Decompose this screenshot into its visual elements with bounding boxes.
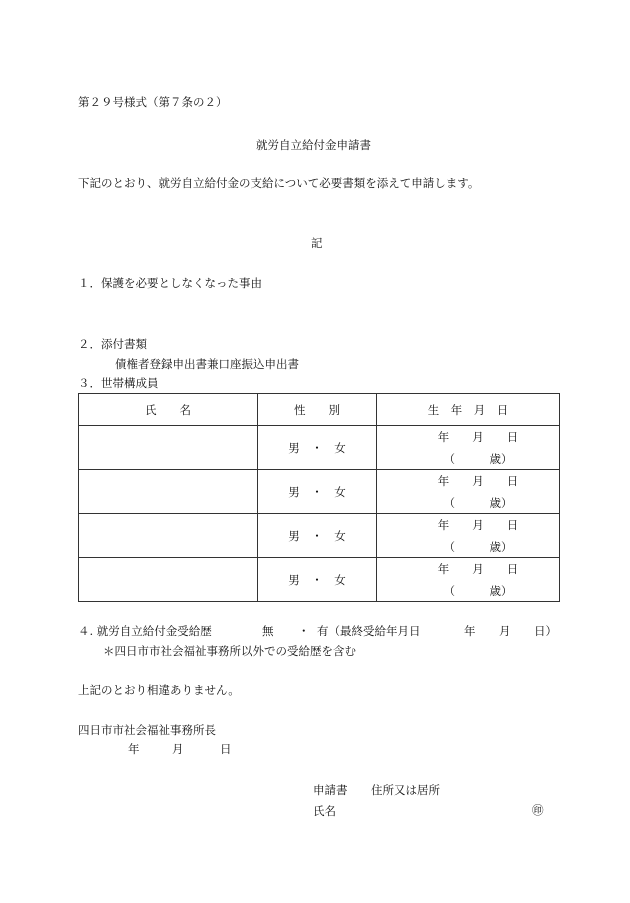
dob-date: 年 月 日	[437, 517, 519, 532]
section2-heading: ２．添付書類	[78, 337, 147, 351]
household-members-table	[78, 393, 560, 602]
section1-heading: １．保護を必要としなくなった事由	[78, 276, 262, 290]
table-row	[79, 558, 560, 602]
last-receipt-day: 日）	[534, 624, 557, 638]
confirm-text: 上記のとおり相違ありません。	[78, 683, 240, 697]
date-day: 日	[220, 742, 232, 756]
intro-text: 下記のとおり、就労自立給付金の支給について必要書類を添えて申請します。	[78, 176, 480, 190]
section4-note: ＊四日市市社会福祉事務所以外での受給歴を含む	[103, 644, 356, 658]
section2-item: 債権者登録申出書兼口座振込申出書	[115, 357, 299, 371]
dob-age: （ 歳）	[443, 583, 513, 598]
name-cell[interactable]	[79, 558, 258, 602]
table-row	[79, 514, 560, 558]
dob-age: （ 歳）	[443, 495, 513, 510]
name-cell[interactable]	[79, 426, 258, 470]
address-label: 住所又は居所	[371, 783, 440, 797]
dob-cell[interactable]	[377, 426, 560, 470]
dob-cell[interactable]	[377, 470, 560, 514]
section3-heading: ３．世帯構成員	[78, 376, 159, 390]
dob-date: 年 月 日	[437, 473, 519, 488]
receipt-separator: ・	[298, 624, 310, 638]
header-dob: 生 年 月 日	[377, 394, 560, 426]
name-label: 氏名	[313, 804, 336, 818]
dob-age: （ 歳）	[443, 451, 513, 466]
table-row	[79, 426, 560, 470]
sex-cell[interactable]: 男 ・ 女	[258, 558, 377, 602]
applicant-label: 申請書	[313, 783, 348, 797]
dob-cell[interactable]	[377, 558, 560, 602]
header-name: 氏 名	[79, 394, 258, 426]
table-row	[79, 470, 560, 514]
name-cell[interactable]	[79, 514, 258, 558]
last-receipt-month: 月	[499, 624, 511, 638]
sex-cell[interactable]: 男 ・ 女	[258, 514, 377, 558]
dob-date: 年 月 日	[437, 429, 519, 444]
dob-date: 年 月 日	[437, 561, 519, 576]
sex-cell[interactable]: 男 ・ 女	[258, 426, 377, 470]
form-number: 第２９号様式（第７条の２）	[78, 95, 228, 109]
name-cell[interactable]	[79, 470, 258, 514]
document-title: 就労自立給付金申請書	[256, 138, 371, 152]
addressee: 四日市市社会福祉事務所長	[78, 723, 216, 737]
receipt-yes-option[interactable]: 有（最終受給年月日	[317, 624, 421, 638]
section4-heading: ４. 就労自立給付金受給歴	[78, 624, 212, 638]
table-header-row	[79, 394, 560, 426]
last-receipt-year: 年	[464, 624, 476, 638]
date-year: 年	[128, 742, 140, 756]
dob-cell[interactable]	[377, 514, 560, 558]
receipt-none-option[interactable]: 無	[262, 624, 274, 638]
ki-heading: 記	[311, 236, 323, 250]
seal-mark: ㊞	[532, 803, 544, 817]
dob-age: （ 歳）	[443, 539, 513, 554]
date-month: 月	[172, 742, 184, 756]
sex-cell[interactable]: 男 ・ 女	[258, 470, 377, 514]
header-sex: 性 別	[258, 394, 377, 426]
